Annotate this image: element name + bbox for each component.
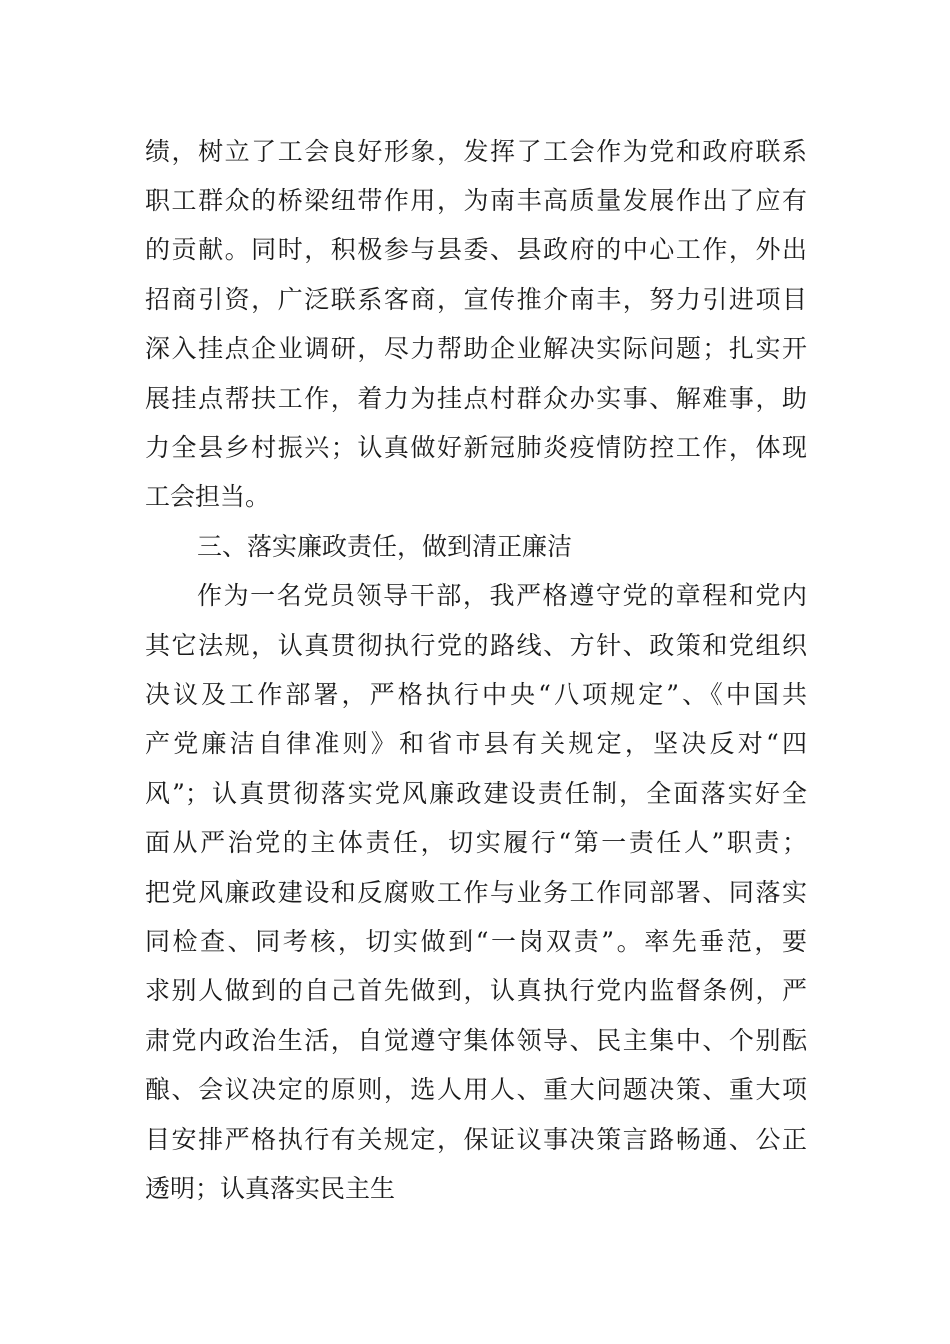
paragraph-2-line-9: 求别人做到的自己首先做到，认真执行党内监督条例，严 — [145, 976, 807, 1005]
paragraph-2-line-12: 目安排严格执行有关规定，保证议事决策言路畅通、公正 — [145, 1125, 807, 1154]
paragraph-2-line-8: 同检查、同考核，切实做到“一岗双责”。率先垂范，要 — [145, 927, 807, 956]
paragraph-2-line-1: 作为一名党员领导干部，我严格遵守党的章程和党内 — [197, 581, 807, 610]
paragraph-2-line-7: 把党风廉政建设和反腐败工作与业务工作同部署、同落实 — [145, 878, 807, 907]
paragraph-1-line-3: 的贡献。同时，积极参与县委、县政府的中心工作，外出 — [145, 235, 807, 264]
section-heading-3: 三、落实廉政责任，做到清正廉洁 — [197, 532, 573, 561]
paragraph-2-line-13: 透明；认真落实民主生 — [145, 1174, 396, 1203]
paragraph-1-line-6: 展挂点帮扶工作，着力为挂点村群众办实事、解难事，助 — [145, 384, 807, 413]
paragraph-1-line-7: 力全县乡村振兴；认真做好新冠肺炎疫情防控工作，体现 — [145, 433, 807, 462]
paragraph-2-line-10: 肃党内政治生活，自觉遵守集体领导、民主集中、个别酝 — [145, 1026, 807, 1055]
paragraph-2-line-2: 其它法规，认真贯彻执行党的路线、方针、政策和党组织 — [145, 631, 807, 660]
paragraph-2-line-4: 产党廉洁自律准则》和省市县有关规定，坚决反对“四 — [145, 729, 807, 758]
paragraph-1-line-1: 绩，树立了工会良好形象，发挥了工会作为党和政府联系 — [145, 137, 807, 166]
paragraph-2-line-5: 风”；认真贯彻落实党风廉政建设责任制，全面落实好全 — [145, 779, 807, 808]
paragraph-1-line-8: 工会担当。 — [145, 482, 271, 511]
paragraph-2-line-11: 酿、会议决定的原则，选人用人、重大问题决策、重大项 — [145, 1075, 807, 1104]
paragraph-1-line-2: 职工群众的桥梁纽带作用，为南丰高质量发展作出了应有 — [145, 186, 807, 215]
paragraph-1-line-5: 深入挂点企业调研，尽力帮助企业解决实际问题；扎实开 — [145, 334, 807, 363]
paragraph-2-line-6: 面从严治党的主体责任，切实履行“第一责任人”职责； — [145, 828, 807, 857]
paragraph-2-line-3: 决议及工作部署，严格执行中央“八项规定”、《中国共 — [145, 680, 807, 709]
paragraph-1-line-4: 招商引资，广泛联系客商，宣传推介南丰，努力引进项目 — [145, 285, 807, 314]
